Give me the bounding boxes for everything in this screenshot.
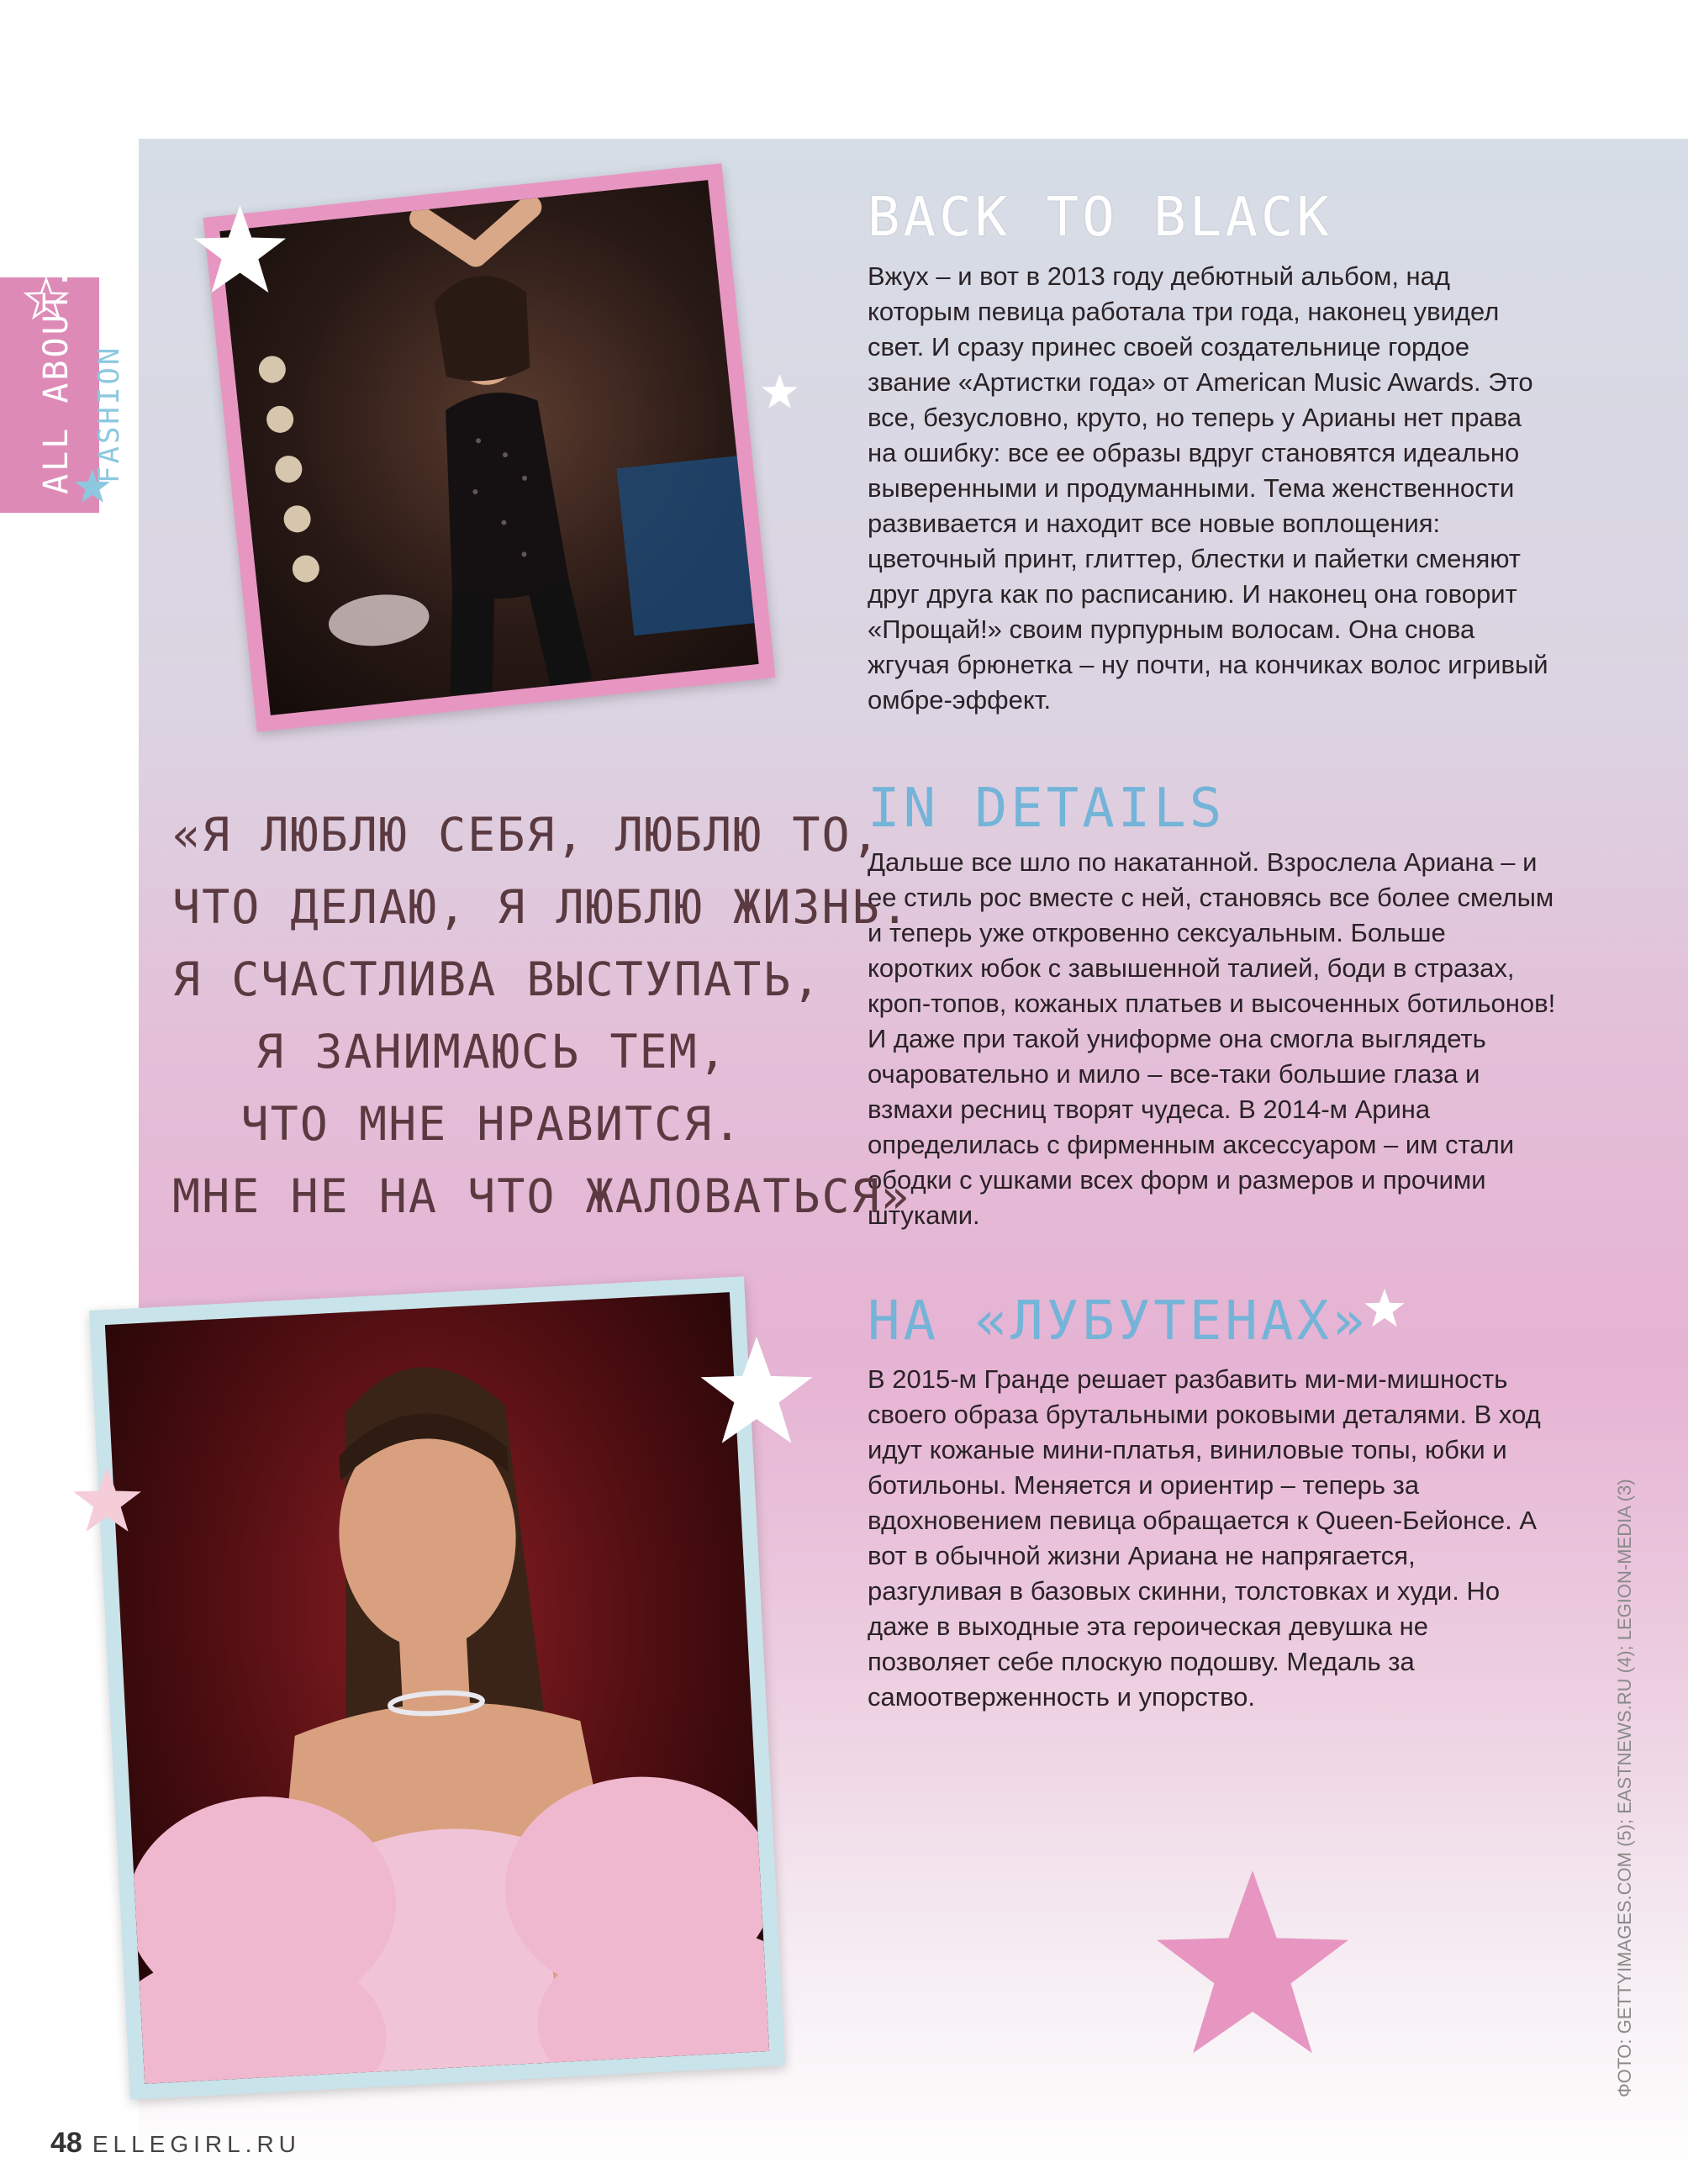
quote-line: Я ЗАНИМАЮСЬ ТЕМ, [256, 1025, 728, 1079]
star-icon-pink-left [71, 1467, 143, 1538]
star-icon-white-photo [698, 1337, 815, 1454]
photo-portrait-pink-fur [105, 1292, 769, 2084]
heading-in-details: IN DETAILS [868, 778, 1226, 840]
quote-line: «Я ЛЮБЛЮ СЕБЯ, ЛЮБЛЮ ТО, [172, 808, 881, 862]
pull-quote [172, 799, 910, 1232]
paragraph-in-details: Дальше все шло по накатанной. Взрослела Ариана – и ее стиль рос вместе с ней, становясь все более смелым и теперь уже откровенно сексуальным. Больше коротких юбок с завышенной талией, боди в стразах, кроп-топов, кожаных платьев и высоченных ботильонов! И даже при такой униформе она смогла выглядеть очаровательно и мило – все-таки большие глаза и взмахи ресниц творят чудеса. В 2014-м Арина определилась с фирменным аксессуаром – им стали ободки с ушками всех форм и размеров и прочими штуками. [868, 847, 1556, 1230]
quote-line: Я СЧАСТЛИВА ВЫСТУПАТЬ, [172, 952, 822, 1006]
star-icon-white-small [761, 374, 799, 412]
tab-label-fashion: FASHION [92, 345, 126, 483]
star-icon-white-right [1364, 1289, 1406, 1331]
heading-back-to-black: BACK TO BLACK [868, 187, 1332, 249]
quote-line: ЧТО МНЕ НРАВИТСЯ. [240, 1097, 743, 1151]
quote-line: МНЕ НЕ НА ЧТО ЖАЛОВАТЬСЯ» [172, 1169, 910, 1223]
star-icon-white-large [192, 205, 288, 302]
page-number: 48 [50, 2127, 82, 2159]
paragraph-louboutins: В 2015-м Гранде решает разбавить ми-ми-мишность своего образа брутальными роковыми деталями. В ход идут кожаные мини-платья, виниловые топы, юбки и ботильоны. Меняется и ориентир – теперь за вдохновением певица обращается к Queen-Бейонсе. А вот в обычной жизни Ариана не напрягается, разгуливая в базовых скинни, толстовках и худи. Но даже в выходные эта героическая девушка не позволяет себе плоскую подошву. Медаль за самоотверженность и упорство. [868, 1364, 1541, 1712]
page-footer [50, 2127, 301, 2160]
photo-credit: ФОТО: GETTYIMAGES.COM (5); EASTNEWS.RU (4); LEGION-MEDIA (3) [1614, 1479, 1635, 2097]
site-name: ELLEGIRL.RU [92, 2131, 301, 2157]
photo-performer-on-stage [219, 180, 758, 715]
paragraph-back-to-black: Вжух – и вот в 2013 году дебютный альбом, над которым певица работала три года, наконец увидел свет. И сразу принес своей создательнице гордое звание «Артистки года» от American Music Awards. Это все, безусловно, круто, но теперь у Арианы нет права на ошибку: все ее образы вдруг становятся идеально выверенными и продуманными. Тема женственности развивается и находит все новые воплощения: цветочный принт, глиттер, блестки и пайетки сменяют друг друга как по расписанию. И наконец она говорит «Прощай!» своим пурпурным волосам. Она снова жгучая брюнетка – ну почти, на кончиках волос игривый омбре-эффект. [868, 261, 1548, 715]
star-icon-pink-large [1152, 1870, 1353, 2072]
photo-frame-bottom [89, 1276, 785, 2100]
heading-louboutins: НА «ЛУБУТЕНАХ» [868, 1290, 1369, 1353]
tab-label-all-about: ALL ABOUT... [37, 221, 76, 494]
photo-frame-top [203, 163, 776, 731]
quote-line: ЧТО ДЕЛАЮ, Я ЛЮБЛЮ ЖИЗНЬ. [172, 880, 910, 934]
tab-star-icon [25, 279, 67, 321]
tab-blue-star-icon [74, 469, 111, 506]
